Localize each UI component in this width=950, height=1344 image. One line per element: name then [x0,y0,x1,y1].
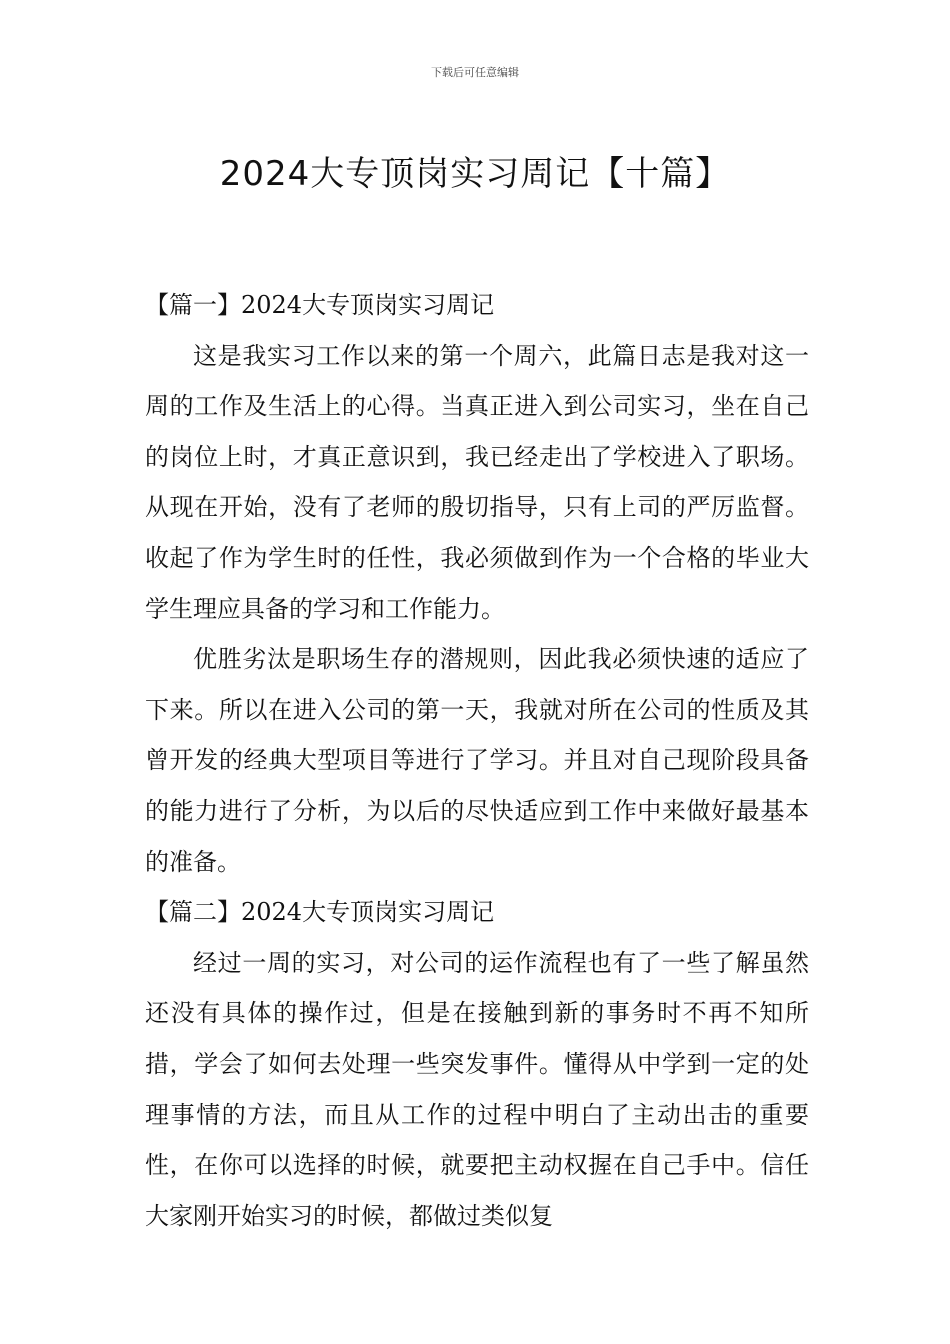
paragraph: 优胜劣汰是职场生存的潜规则，因此我必须快速的适应了下来。所以在进入公司的第一天，我就对所在公司的性质及其曾开发的经典大型项目等进行了学习。并且对自己现阶段具备的能力进行了分析，为以后的尽快适应到工作中来做好最基本的准备。 [145,645,809,876]
document-body [145,280,809,1241]
section-heading: 【篇一】2024大专顶岗实习周记 [145,291,495,319]
header-note: 下载后可任意编辑 [431,66,519,79]
document-title: 2024大专顶岗实习周记【十篇】 [219,153,731,194]
paragraph: 经过一周的实习，对公司的运作流程也有了一些了解虽然还没有具体的操作过，但是在接触到新的事务时不再不知所措，学会了如何去处理一些突发事件。懂得从中学到一定的处理事情的方法，而且从工作的过程中明白了主动出击的重要性，在你可以选择的时候，就要把主动权握在自己手中。信任大家刚开始实习的时候，都做过类似复 [145,948,809,1230]
paragraph: 这是我实习工作以来的第一个周六，此篇日志是我对这一周的工作及生活上的心得。当真正进入到公司实习，坐在自己的岗位上时，才真正意识到，我已经走出了学校进入了职场。从现在开始，没有了老师的殷切指导，只有上司的严厉监督。收起了作为学生时的任性，我必须做到作为一个合格的毕业大学生理应具备的学习和工作能力。 [145,341,809,623]
section-heading: 【篇二】2024大专顶岗实习周记 [145,898,495,927]
section-2 [145,887,809,1241]
section-1 [145,280,809,887]
